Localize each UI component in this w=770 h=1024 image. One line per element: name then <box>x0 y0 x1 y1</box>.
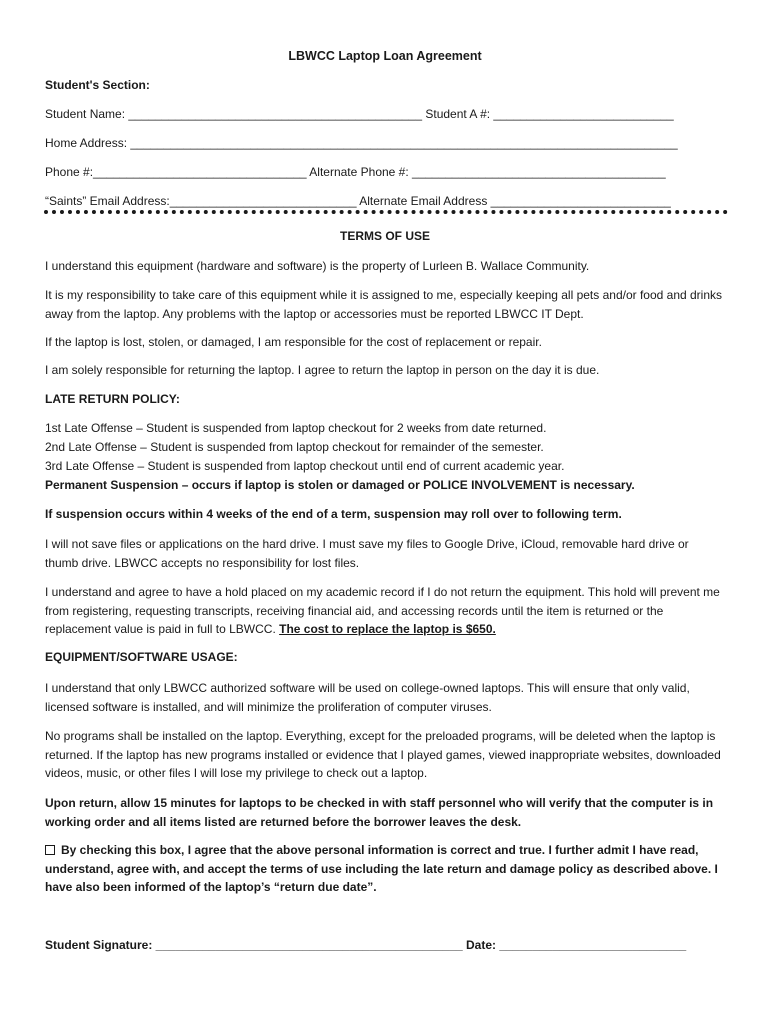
late-offense-2: 2nd Late Offense – Student is suspended from laptop checkout for remainder of the semester. <box>45 440 544 454</box>
agreement-checkbox[interactable] <box>45 845 55 855</box>
equipment-paragraph-programs: No programs shall be installed on the laptop. Everything, except for the preloaded programs, will be deleted when the laptop is returned. If the laptop has new programs installed or evidence that I played games, viewed inappropriate websites, downloaded videos, music, or other files I will lose my privilege to check out a laptop. <box>45 729 721 780</box>
replacement-cost: The cost to replace the laptop is $650. <box>279 622 496 636</box>
equipment-heading: EQUIPMENT/SOFTWARE USAGE: <box>45 650 238 664</box>
late-offense-3: 3rd Late Offense – Student is suspended from laptop checkout until end of current academic year. <box>45 459 565 473</box>
home-address-line[interactable]: Home Address: __________________________________________________________________________________ <box>45 136 678 150</box>
email-line[interactable]: “Saints” Email Address:____________________________ Alternate Email Address ___________________________ <box>45 194 671 208</box>
document-title: LBWCC Laptop Loan Agreement <box>288 49 482 63</box>
terms-paragraph-return: I am solely responsible for returning the laptop. I agree to return the laptop in person on the day it is due. <box>45 363 600 377</box>
hold-text: I understand and agree to have a hold placed on my academic record if I do not return the equipment. This hold will prevent me from registering, requesting transcripts, receiving financial aid, and accessing records until the item is returned or the replacement value is paid in full to LBWCC. <box>45 585 720 636</box>
section-divider <box>44 210 728 214</box>
equipment-paragraph-software: I understand that only LBWCC authorized software will be used on college-owned laptops. This will ensure that only valid, licensed software is installed, and will minimize the proliferation of computer viruses. <box>45 681 690 714</box>
files-paragraph: I will not save files or applications on the hard drive. I must save my files to Google Drive, iCloud, removable hard drive or thumb drive. LBWCC accepts no responsibility for lost files. <box>45 537 689 570</box>
student-name-line[interactable]: Student Name: ____________________________________________ Student A #: ___________________________ <box>45 107 674 121</box>
late-offense-1: 1st Late Offense – Student is suspended from laptop checkout for 2 weeks from date returned. <box>45 421 547 435</box>
signature-date-line[interactable]: Student Signature: ______________________________________________ Date: ____________________________ <box>45 938 687 952</box>
late-policy-heading: LATE RETURN POLICY: <box>45 392 180 406</box>
suspension-rollover: If suspension occurs within 4 weeks of the end of a term, suspension may roll over to following term. <box>45 507 622 521</box>
terms-paragraph-responsibility: It is my responsibility to take care of this equipment while it is assigned to me, especially keeping all pets and/or food and drinks away from the laptop. Any problems with the laptop or accessories must be reported LBWCC IT Dept. <box>45 288 723 321</box>
agreement-block <box>45 841 725 897</box>
terms-paragraph-property: I understand this equipment (hardware and software) is the property of Lurleen B. Wallace Community. <box>45 259 590 273</box>
phone-line[interactable]: Phone #:________________________________ Alternate Phone #: ______________________________________ <box>45 165 666 179</box>
return-checkin-note: Upon return, allow 15 minutes for laptops to be checked in with staff personnel who will verify that the computer is in working order and all items listed are returned before the borrower leaves the desk. <box>45 796 714 829</box>
permanent-suspension: Permanent Suspension – occurs if laptop is stolen or damaged or POLICE INVOLVEMENT is necessary. <box>45 478 635 492</box>
terms-paragraph-lost: If the laptop is lost, stolen, or damaged, I am responsible for the cost of replacement or repair. <box>45 335 542 349</box>
terms-heading: TERMS OF USE <box>339 229 430 243</box>
hold-paragraph <box>45 583 725 639</box>
students-section-heading: Student's Section: <box>45 78 150 92</box>
agreement-text: By checking this box, I agree that the above personal information is correct and true. I further admit I have read, understand, agree with, and accept the terms of use including the late return and damage policy as described above. I have also been informed of the laptop’s “return due date”. <box>45 843 718 894</box>
